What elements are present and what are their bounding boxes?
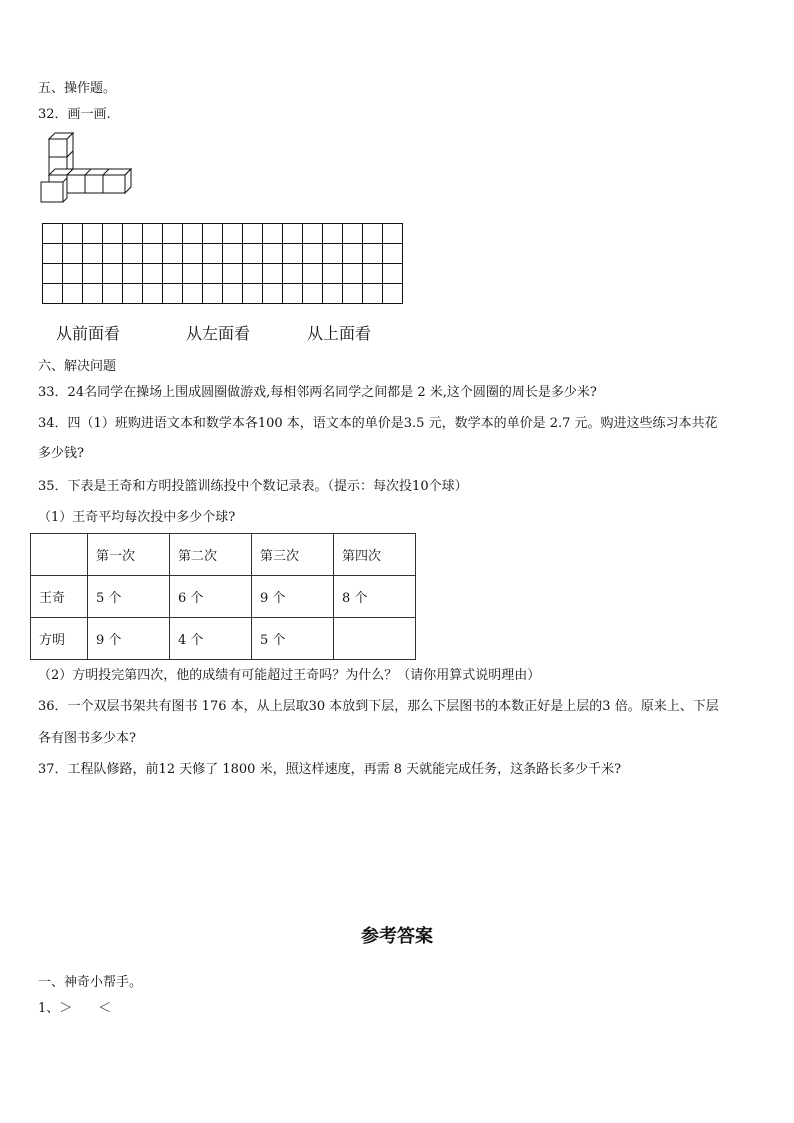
view-label-top: 从上面看 xyxy=(307,324,372,343)
table-cell: 5 个 xyxy=(88,576,170,618)
table-cell: 6 个 xyxy=(170,576,252,618)
question-35: 35．下表是王奇和方明投篮训练投中个数记录表。（提示：每次投10个球） xyxy=(38,479,468,494)
table-header-cell: 第四次 xyxy=(334,534,416,576)
question-35-sub1: （1）王奇平均每次投中多少个球? xyxy=(38,510,236,525)
cube-figure xyxy=(38,132,134,204)
table-row xyxy=(31,576,416,618)
table-cell: 王奇 xyxy=(31,576,88,618)
table-header-cell xyxy=(31,534,88,576)
question-34-line2: 多少钱? xyxy=(38,446,84,461)
table-cell: 9 个 xyxy=(88,618,170,660)
table-cell: 9 个 xyxy=(252,576,334,618)
section-five-heading: 五、操作题。 xyxy=(38,81,117,96)
table-cell: 方明 xyxy=(31,618,88,660)
section-six-heading: 六、解决问题 xyxy=(38,359,117,374)
view-label-front: 从前面看 xyxy=(56,324,121,343)
question-36-line1: 36．一个双层书架共有图书 176 本，从上层取30 本放到下层，那么下层图书的本数正好是上层的3 倍。原来上、下层 xyxy=(38,699,719,714)
table-cell: 4 个 xyxy=(170,618,252,660)
answer-1: 1、＞ ＜ xyxy=(38,1001,112,1016)
question-37: 37．工程队修路，前12 天修了 1800 米，照这样速度，再需 8 天就能完成任务，这条路长多少千米? xyxy=(38,762,622,777)
table-header-row xyxy=(31,534,416,576)
question-32: 32．画一画. xyxy=(38,107,111,122)
view-label-left: 从左面看 xyxy=(186,324,251,343)
table-row xyxy=(31,618,416,660)
table-header-cell: 第三次 xyxy=(252,534,334,576)
table-cell xyxy=(334,618,416,660)
answers-section-one: 一、神奇小帮手。 xyxy=(38,975,143,990)
drawing-grid xyxy=(42,223,403,304)
question-35-sub2: （2）方明投完第四次，他的成绩有可能超过王奇吗？为什么？（请你用算式说明理由） xyxy=(38,668,541,683)
table-cell: 8 个 xyxy=(334,576,416,618)
table-cell: 5 个 xyxy=(252,618,334,660)
question-34-line1: 34．四（1）班购进语文本和数学本各100 本，语文本的单价是3.5 元，数学本的单价是 2.7 元。购进这些练习本共花 xyxy=(38,416,718,431)
table-header-cell: 第二次 xyxy=(170,534,252,576)
question-36-line2: 各有图书多少本? xyxy=(38,731,136,746)
question-33: 33．24名同学在操场上围成圆圈做游戏,每相邻两名同学之间都是 2 米,这个圆圈的周长是多少米? xyxy=(38,385,597,400)
table-header-cell: 第一次 xyxy=(88,534,170,576)
answers-title: 参考答案 xyxy=(361,926,433,947)
score-table xyxy=(30,533,416,660)
